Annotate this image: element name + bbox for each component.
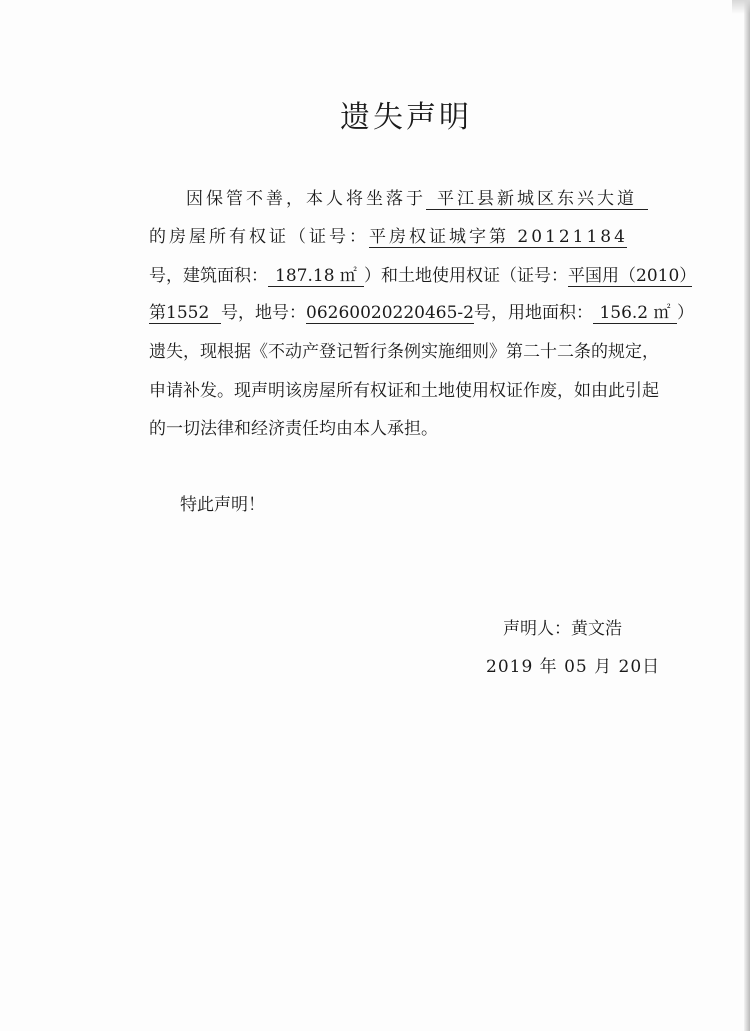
closing-statement: 特此声明！ bbox=[180, 495, 265, 515]
document-title: 遗失声明 bbox=[340, 100, 472, 135]
declarant-name: 黄文浩 bbox=[571, 619, 622, 639]
date-year-unit: 年 bbox=[539, 657, 558, 677]
land-area: 156.2 ㎡ bbox=[593, 303, 677, 324]
body-line-2 bbox=[149, 225, 627, 249]
page-edge-shadow bbox=[744, 0, 750, 1031]
date-day: 20 bbox=[618, 657, 643, 677]
page-corner-shadow bbox=[732, 0, 750, 14]
house-certificate-number: 平房权证城字第 20121184 bbox=[369, 227, 628, 247]
land-certificate-number-part1: 平国用（2010） bbox=[568, 266, 697, 286]
land-parcel-number: 06260020220465-2 bbox=[306, 303, 474, 323]
body-text: 号，用地面积： bbox=[474, 303, 593, 323]
body-text: 因保管不善，本人将坐落于 bbox=[186, 189, 426, 209]
declarant-label: 声明人： bbox=[503, 619, 571, 639]
body-line-5: 遗失，现根据《不动产登记暂行条例实施细则》第二十二条的规定， bbox=[149, 342, 659, 362]
date-month: 05 bbox=[564, 657, 588, 677]
date-year: 2019 bbox=[486, 657, 534, 677]
declaration-date bbox=[486, 655, 660, 679]
body-line-1 bbox=[186, 187, 648, 211]
property-location: 平江县新城区东兴大道 bbox=[426, 189, 648, 210]
building-area: 187.18 ㎡ bbox=[268, 266, 364, 287]
body-text: 号，地号： bbox=[221, 303, 306, 323]
body-text: ）和土地使用权证（证号： bbox=[364, 266, 568, 286]
body-line-3 bbox=[149, 264, 697, 288]
body-text: 的房屋所有权证（证号： bbox=[149, 227, 369, 247]
date-month-unit: 月 bbox=[594, 657, 613, 677]
body-text: 号，建筑面积： bbox=[149, 266, 268, 286]
body-text: ） bbox=[677, 303, 694, 323]
declarant-signature bbox=[503, 617, 622, 641]
body-line-7: 的一切法律和经济责任均由本人承担。 bbox=[149, 419, 438, 439]
body-line-6: 申请补发。现声明该房屋所有权证和土地使用权证作废，如由此引起 bbox=[149, 381, 659, 401]
land-certificate-number-part2: 第1552 bbox=[149, 303, 221, 324]
body-line-4 bbox=[149, 301, 694, 325]
date-day-unit: 日 bbox=[642, 657, 661, 677]
